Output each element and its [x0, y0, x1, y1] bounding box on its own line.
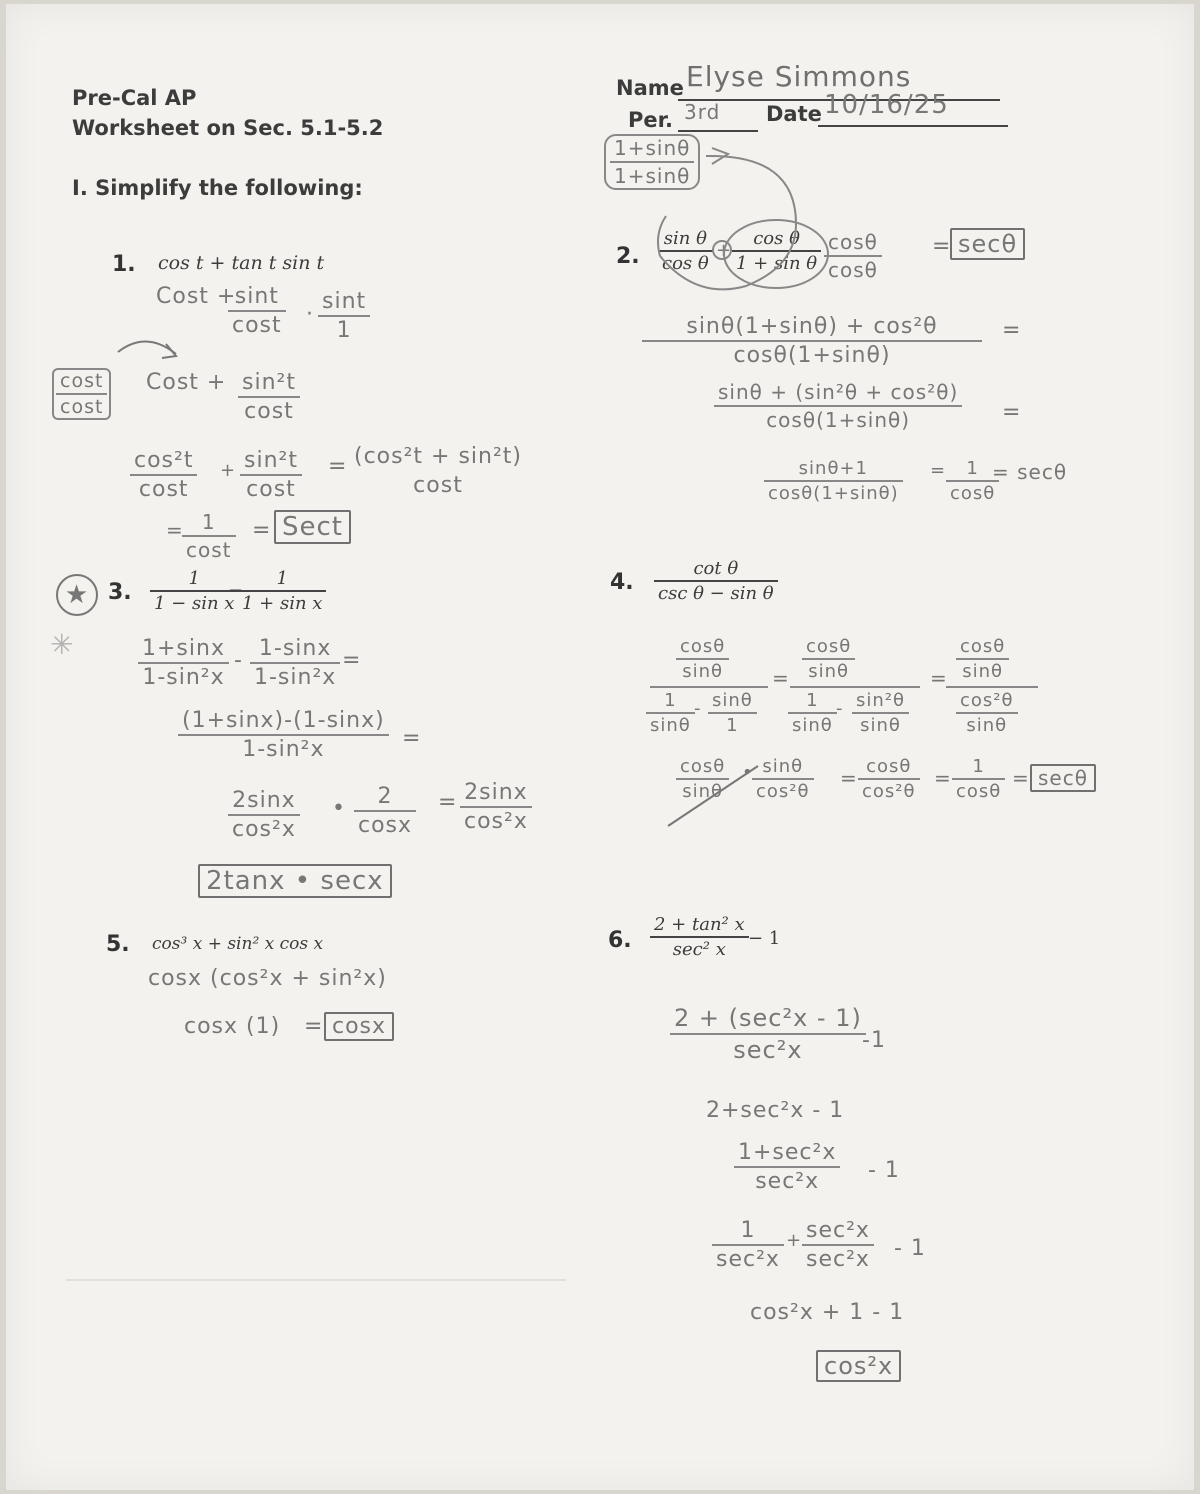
pencil-marks — [6, 4, 1194, 1490]
p3-step1-frac-a: 1+sinx 1-sin²x — [138, 636, 229, 690]
p1-step3-frac-a: cos²t cost — [130, 448, 197, 502]
problem-4-number: 4. — [610, 570, 634, 595]
p4-step4-frac-b: sinθ cos²θ — [752, 756, 814, 802]
name-label: Name — [616, 76, 684, 100]
problem-3-frac-b: 1 1 + sin x — [238, 568, 326, 614]
p5-answer: cosx — [324, 1012, 394, 1041]
p3-step3-frac-a: 2sinx cos²x — [228, 788, 300, 842]
problem-5-expression: cos³ x + sin² x cos x — [152, 934, 324, 954]
p4-step4-frac-c: cosθ cos²θ — [858, 756, 920, 802]
p3-step3-frac-c: 2sinx cos²x — [460, 780, 532, 834]
p5-step2: cosx (1) — [184, 1014, 281, 1039]
p1-answer: Sect — [274, 510, 351, 544]
p1-step3-frac-c: (cos²t + sin²t) cost — [354, 444, 523, 498]
problem-6-number: 6. — [608, 928, 632, 953]
date-label: Date — [766, 102, 822, 126]
problem-1-number: 1. — [112, 252, 136, 277]
p6-answer: cos²x — [816, 1350, 901, 1382]
p6-step2: 2+sec²x - 1 — [706, 1098, 845, 1123]
p2-step3-frac-b: 1 cosθ — [946, 458, 999, 504]
worksheet-title: Worksheet on Sec. 5.1-5.2 — [72, 116, 384, 140]
p2-step2-frac: sinθ + (sin²θ + cos²θ) cosθ(1+sinθ) — [714, 380, 962, 432]
problem-6-tail: − 1 — [748, 928, 781, 949]
p1-step2-cost: Cost + — [146, 370, 227, 395]
course-title: Pre-Cal AP — [72, 86, 197, 110]
p6-step4-frac-b: sec²x sec²x — [802, 1218, 874, 1272]
p6-step1-frac: 2 + (sec²x - 1) sec²x — [670, 1004, 866, 1064]
p3-step3-frac-b: 2 cosx — [354, 784, 416, 838]
star-icon: ★ — [56, 574, 98, 616]
p5-step1: cosx (cos²x + sin²x) — [148, 966, 387, 991]
p2-multiplier-frac: cosθ cosθ — [824, 230, 882, 282]
p2-step3-frac: sinθ+1 cosθ(1+sinθ) — [764, 458, 903, 504]
p6-step3-frac: 1+sec²x sec²x — [734, 1140, 840, 1194]
worksheet-page: Pre-Cal AP Worksheet on Sec. 5.1-5.2 I. Simplify the following: Name Elyse Simmons Per. 3rd Date 10/16/25 1. cos t + tan t sin t Cost + sint cost · sint 1 cost cost Cost + sin²t cost cos²t cost + sin²t cost = (cos²t + sin²t) cost = 1 cost = Sect 2. sin θ cos θ + cos θ 1 + sin θ cosθ cosθ = secθ 1+sinθ 1+sinθ sinθ(1+sinθ) + cos²θ cosθ(1+sinθ) = sinθ + (sin²θ + cos²θ) cosθ(1+sinθ) = sinθ+1 cosθ(1+sinθ) = 1 cosθ = secθ ★ ✳ 3. 1 1 − sin x − 1 1 + sin x 1+sinx 1-sin²x - 1-sinx 1-sin²x = (1+sinx)-(1-sinx) 1-sin²x = 2sinx cos²x • 2 cosx = 2sinx cos²x 2tanx • secx 4. cot θ csc θ − sin θ cosθ sinθ 1 sinθ - sinθ 1 = cosθ sinθ 1 sinθ - sin²θ sinθ = cosθ sinθ cos²θ sinθ cosθ sinθ • sinθ cos²θ = cosθ cos²θ = 1 cosθ = secθ 5. cos³ x + sin² x cos x cosx (cos²x + sin²x) cosx (1) = cosx 6. 2 + tan² x sec² x − 1 2 + (sec²x - 1) sec²x -1 2+sec²x - 1 1+sec²x sec²x - 1 1 sec²x + sec²x sec²x - 1 cos²x + 1 - 1 cos²x — [6, 4, 1194, 1490]
p6-step1-tail: -1 — [862, 1028, 886, 1053]
p4-answer: secθ — [1030, 764, 1096, 792]
problem-2-number: 2. — [616, 244, 640, 269]
problem-3-number: 3. — [108, 580, 132, 605]
p2-answer: secθ — [950, 228, 1025, 260]
p6-step5: cos²x + 1 - 1 — [750, 1300, 905, 1325]
problem-3-frac-a: 1 1 − sin x — [150, 568, 238, 614]
p1-step1-frac-b: sint 1 — [318, 289, 370, 343]
period-value[interactable]: 3rd — [684, 100, 721, 124]
problem-2-frac-b: cos θ 1 + sin θ — [732, 228, 821, 274]
p6-step4-tail: - 1 — [894, 1236, 926, 1261]
p1-multiplier-frac: cost cost — [52, 368, 111, 420]
p3-step2-frac: (1+sinx)-(1-sinx) 1-sin²x — [178, 708, 389, 762]
p1-step2-frac: sin²t cost — [238, 370, 300, 424]
p4-step1-bottom-frac-b: sinθ 1 — [708, 690, 757, 736]
asterisk-icon: ✳ — [50, 628, 75, 661]
p1-step1-frac-a: sint cost — [228, 284, 286, 338]
p1-step3-frac-b: sin²t cost — [240, 448, 302, 502]
student-name[interactable]: Elyse Simmons — [686, 60, 912, 93]
p1-step4-frac: 1 cost — [182, 510, 236, 562]
problem-2-frac-a: sin θ cos θ — [658, 228, 713, 274]
p2-step1-frac: sinθ(1+sinθ) + cos²θ cosθ(1+sinθ) — [642, 314, 982, 368]
p6-step4-frac-a: 1 sec²x — [712, 1218, 784, 1272]
p4-step1-top-frac: cosθ sinθ — [676, 636, 729, 682]
problem-1-expression: cos t + tan t sin t — [158, 252, 325, 274]
p4-step4-frac-d: 1 cosθ — [952, 756, 1005, 802]
p1-step1-cost: Cost + — [156, 284, 237, 309]
p2-step3-result: = secθ — [992, 460, 1068, 484]
date-value[interactable]: 10/16/25 — [824, 90, 949, 120]
p4-step1-bottom-frac-a: 1 sinθ — [646, 690, 695, 736]
section-heading: I. Simplify the following: — [72, 176, 363, 200]
p6-step3-tail: - 1 — [868, 1158, 900, 1183]
p3-answer: 2tanx • secx — [198, 864, 392, 898]
p3-step1-frac-b: 1-sinx 1-sin²x — [250, 636, 340, 690]
p4-step3-top-frac: cosθ sinθ — [956, 636, 1009, 682]
p2-side-frac: 1+sinθ 1+sinθ — [604, 134, 700, 190]
period-label: Per. — [628, 108, 673, 132]
p4-step2-top-frac: cosθ sinθ — [802, 636, 855, 682]
problem-5-number: 5. — [106, 932, 130, 957]
p4-step3-bottom-frac: cos²θ sinθ — [956, 690, 1018, 736]
p4-step4-frac-a: cosθ sinθ — [676, 756, 729, 802]
p4-step2-bottom-frac-b: sin²θ sinθ — [852, 690, 909, 736]
p4-step2-bottom-frac-a: 1 sinθ — [788, 690, 837, 736]
problem-6-frac: 2 + tan² x sec² x — [650, 914, 749, 960]
problem-4-frac: cot θ csc θ − sin θ — [654, 558, 778, 604]
